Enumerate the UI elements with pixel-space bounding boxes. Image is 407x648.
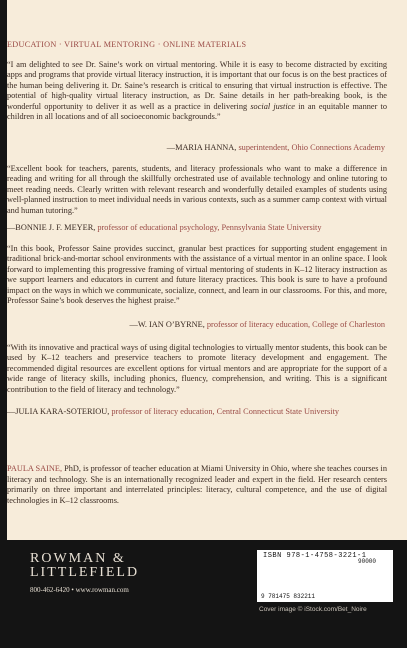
author-bio bbox=[7, 464, 387, 506]
reviewer-role: superintendent, Ohio Connections Academy bbox=[236, 143, 385, 152]
author-bio-text: PhD, is professor of teacher education at Miami University in Ohio, where she teaches courses in literacy and technology. She is an internationally recognized leader and expert in the field. Her research centers primarily on three important and interrelated principles: literacy, cultural competence, and the use of digital technologies in K–12 classrooms. bbox=[7, 464, 388, 505]
publisher-name-line-2: LITTLEFIELD bbox=[30, 565, 140, 580]
review-attribution-3 bbox=[130, 320, 385, 329]
isbn-number: ISBN 978-1-4758-3221-1 bbox=[263, 552, 367, 560]
reviewer-role: professor of literacy education, Central Connecticut State University bbox=[109, 407, 340, 416]
reviewer-name: —JULIA KARA-SOTERIOU, bbox=[7, 407, 110, 416]
review-attribution-4 bbox=[7, 407, 339, 416]
reviewer-role: professor of literacy education, College of Charleston bbox=[204, 320, 385, 329]
publisher-name-line-1: ROWMAN & bbox=[30, 551, 126, 566]
publisher-logo bbox=[30, 552, 139, 580]
author-name: PAULA SAINE, bbox=[7, 464, 63, 473]
publisher-contact: 800-462-6420 • www.rowman.com bbox=[30, 586, 129, 594]
price-code: 90000 bbox=[358, 558, 377, 565]
reviewer-name: —W. IAN O’BYRNE, bbox=[129, 320, 205, 329]
review-attribution-2 bbox=[7, 223, 322, 232]
review-quote-3: “In this book, Professor Saine provides succinct, granular best practices for supporting student engagement in traditional brick-and-mortar school environments with the assistance of a virtual mentor in an online space. I look forward to implementing this progressive framing of virtual mentoring of students in K–12 literacy instruction as we support learners and educators in current and future literacy practices. This book is sure to have a profound impact on the ways in which we communicate, socialize, connect, and learn in our classrooms. For this, and more, Professor Saine’s book deserves the highest praise.” bbox=[7, 244, 387, 306]
barcode bbox=[257, 550, 393, 602]
review-quote-1 bbox=[7, 60, 387, 122]
review-1-emphasis: social justice bbox=[250, 101, 295, 111]
review-quote-2: “Excellent book for teachers, parents, students, and literacy professionals who want to make a difference in reading and writing for all through the skillfully orchestrated use of available technology and online tutoring to meet reading needs. Clearly written with relevant research and wonderfully detailed examples of students using well-planned instruction to meet individual needs in various contexts, such as a summer camp context with virtual and human tutoring.” bbox=[7, 164, 387, 215]
review-quote-4: “With its innovative and practical ways of using digital technologies to virtually mentor students, this book can be used by K–12 teachers and preservice teachers to promote literacy development and engagement. The recommended digital resources are excellent options for virtual mentors and are appropriate for the support of a wide range of literacy skills, including phonics, fluency, comprehension, and writing. This is a significant contribution to the field of literacy and technology.” bbox=[7, 343, 387, 394]
cover-image-credit: Cover image © iStock.com/Bet_Noire bbox=[259, 606, 367, 613]
review-1-text-a: “I am delighted to see Dr. Saine’s work on virtual mentoring. While it is easy to become distracted by exciting apps and programs that provide virtual literacy instruction, it is important that our focus is on the best practices of the human being delivering it. Dr. Saine’s research is critical to ensuring that virtual instruction is effective. The potential of high-quality virtual literacy instruction, as Dr. Saine details in her path-breaking book, is the wonderful opportunity to deliver it as well as a practice in delivering bbox=[7, 60, 387, 111]
addon-barcode-bars bbox=[357, 566, 389, 593]
review-attribution-1 bbox=[167, 143, 385, 152]
ean-barcode-bars bbox=[261, 562, 353, 593]
reviewer-role: professor of educational psychology, Pennsylvania State University bbox=[95, 223, 322, 232]
reviewer-name: —BONNIE J. F. MEYER, bbox=[7, 223, 96, 232]
reviewer-name: —MARIA HANNA, bbox=[166, 143, 237, 152]
review-1-text-b: in an equitable manner to children in all locations and of all socioeconomic backgrounds.” bbox=[7, 101, 387, 122]
category-line: EDUCATION · VIRTUAL MENTORING · ONLINE MATERIALS bbox=[7, 40, 247, 49]
ean-digits: 9 781475 832211 bbox=[261, 593, 316, 600]
